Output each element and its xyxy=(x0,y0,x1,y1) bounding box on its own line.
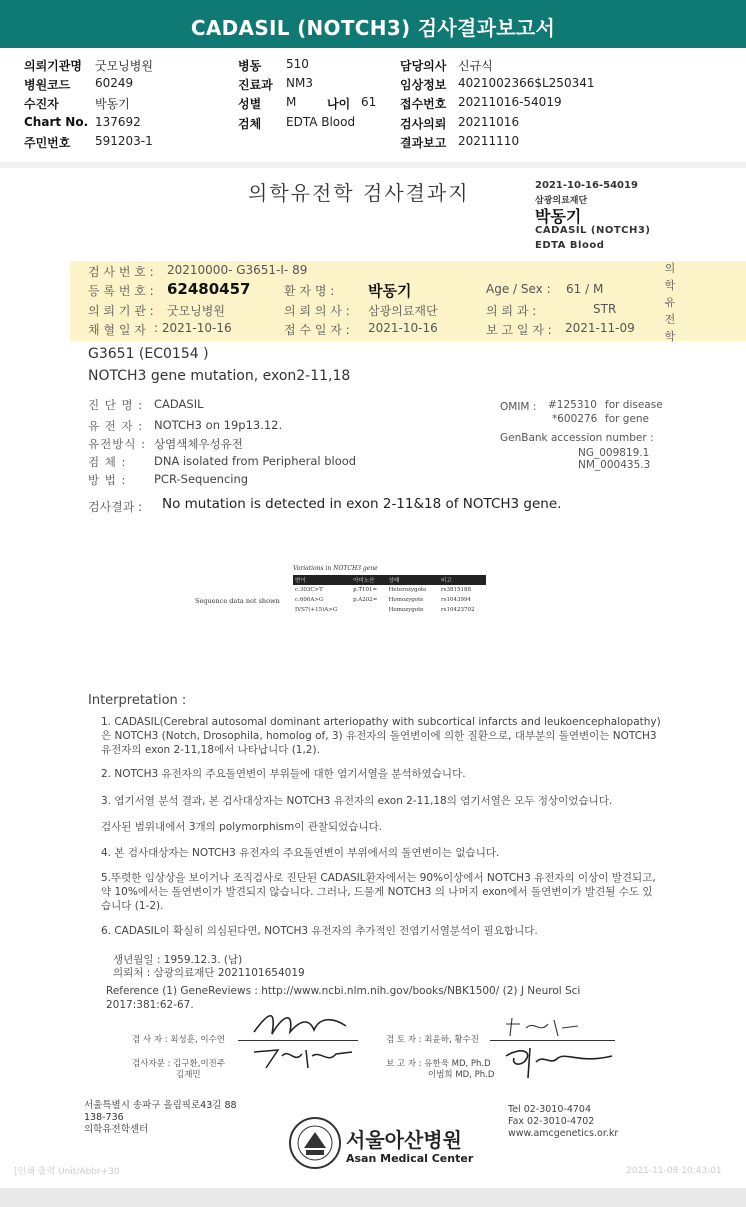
info-label-req-inst: 의뢰기관명 xyxy=(24,59,82,73)
result-label: 검사결과 : xyxy=(88,500,143,514)
birth-date: 생년월일 : 1959.12.3. (남) xyxy=(113,954,243,966)
reporter-signature xyxy=(500,1042,620,1082)
genbank-acc-1: NG_009819.1 xyxy=(578,447,650,459)
info-label-specimen: 검체 xyxy=(238,117,262,131)
band-req-dept-value: STR xyxy=(593,302,617,316)
address-line: 서울특별시 송파구 올림픽로43길 88 xyxy=(84,1100,237,1111)
info-value-resident-no: 591203-1 xyxy=(95,134,153,148)
info-value-clinical: 4021002366$L250341 xyxy=(458,76,595,90)
band-side-tag xyxy=(662,260,678,345)
detail-value-method: PCR-Sequencing xyxy=(154,472,249,486)
info-label-ward: 병동 xyxy=(238,59,262,73)
interpretation-heading: Interpretation : xyxy=(88,693,187,708)
table-row xyxy=(293,585,486,595)
table-row xyxy=(293,595,486,605)
patient-info-grid xyxy=(0,55,746,155)
interpretation-item-5: 5.뚜렷한 임상상을 보이거나 조직검사로 진단된 CADASIL환자에서는 90%이상에서 NOTCH3 유전자의 이상이 발견되고, 약 10%에서는 돌연변이가 발견되지 않습니다. 그러나, 드물게 NOTCH3 의 나머지 exon에서 돌연변이가 발견될 수도 있습니다 (1-2). xyxy=(101,872,656,912)
gene-test-description: NOTCH3 gene mutation, exon2-11,18 xyxy=(88,368,351,384)
band-collect-value: : 2021-10-16 xyxy=(154,321,232,335)
info-value-report-date: 20211110 xyxy=(458,134,520,148)
side-tag-char: 유 xyxy=(664,296,676,309)
address-line: 의학유전학센터 xyxy=(84,1124,149,1135)
logo-korean-name: 서울아산병원 xyxy=(346,1128,462,1152)
reviewer-signature-line xyxy=(490,1040,615,1041)
variations-header: 비고 xyxy=(439,575,486,585)
detail-value-gene: NOTCH3 on 19p13.12. xyxy=(154,418,283,432)
asan-foundation-seal-icon xyxy=(288,1116,342,1170)
print-watermark-right: 2021-11-08 10:43:01 xyxy=(626,1166,722,1176)
band-collect-label: 채 혈 일 자 xyxy=(88,323,146,337)
table-cell xyxy=(351,605,387,615)
side-tag-char: 전 xyxy=(664,313,676,326)
table-cell: Homozygote xyxy=(388,597,424,603)
advisor-label: 검사자문 : 김구환,이진주 xyxy=(132,1059,226,1069)
table-row xyxy=(293,605,486,615)
report-header xyxy=(0,0,746,48)
info-label-sex: 성별 xyxy=(238,97,262,111)
reference: Reference (1) GeneReviews : http://www.ncbi.nlm.nih.gov/books/NBK1500/ (2) J Neurol Sci 2017:381:62-67. xyxy=(106,985,581,1011)
detail-value-specimen: DNA isolated from Peripheral blood xyxy=(154,454,357,468)
info-value-patient: 박동기 xyxy=(95,97,130,111)
scan-barcode-number: 2021-10-16-54019 xyxy=(535,180,638,191)
band-report-value: 2021-11-09 xyxy=(565,321,635,335)
side-tag-char: 학 xyxy=(664,330,676,343)
interpretation-item-4: 4. 본 검사대상자는 NOTCH3 유전자의 주요돌연변이 부위에서의 돌연변이는 없습니다. xyxy=(101,847,500,859)
band-age-sex-label: Age / Sex : xyxy=(486,282,551,296)
table-cell: Heterozygote xyxy=(388,587,427,593)
band-patient-value: 박동기 xyxy=(368,282,412,300)
band-req-inst-value: 굿모닝병원 xyxy=(167,304,225,318)
table-cell: c.303C>T xyxy=(295,587,323,593)
lab-contact xyxy=(508,1104,618,1140)
side-tag-char: 학 xyxy=(664,279,676,292)
table-cell: Homozygote xyxy=(388,607,424,613)
patient-band xyxy=(70,261,746,341)
detail-label-gene: 유 전 자 : xyxy=(88,419,144,433)
info-label-doctor: 담당의사 xyxy=(400,59,447,73)
info-label-age: 나이 xyxy=(327,97,351,111)
gene-test-code: G3651 (EC0154 ) xyxy=(88,346,209,362)
reviewer-signature xyxy=(500,1014,590,1040)
band-receipt-label: 접 수 일 자 : xyxy=(284,323,350,337)
info-value-specimen: EDTA Blood xyxy=(286,115,356,129)
table-cell: rs10423702 xyxy=(441,607,475,613)
info-label-report-date: 결과보고 xyxy=(400,136,447,150)
tester-label: 검 사 자 : 최성훈, 이수연 xyxy=(132,1035,225,1045)
contact-line: Fax 02-3010-4702 xyxy=(508,1116,595,1127)
table-cell: c.606A>G xyxy=(295,597,324,603)
info-value-receipt-no: 20211016-54019 xyxy=(458,95,562,109)
interpretation-item-2: 2. NOTCH3 유전자의 주요돌연변이 부위들에 대한 염기서열을 분석하였습니다. xyxy=(101,768,466,780)
omim-disease-text: for disease xyxy=(605,399,663,411)
info-label-resident-no: 주민번호 xyxy=(24,136,71,150)
info-value-ward: 510 xyxy=(286,57,309,71)
reviewer-label: 검 토 자 : 최윤하, 황수진 xyxy=(386,1035,479,1045)
info-label-patient: 수진자 xyxy=(24,97,59,111)
tester-signature xyxy=(250,1006,350,1040)
info-label-clinical: 임상정보 xyxy=(400,78,447,92)
asan-logo xyxy=(288,1116,498,1176)
band-reg-no-label: 등 록 번 호 : xyxy=(88,284,154,298)
table-cell: p.A202= xyxy=(353,597,378,603)
result-value: No mutation is detected in exon 2-11&18 of NOTCH3 gene. xyxy=(162,496,562,512)
info-value-req-inst: 굿모닝병원 xyxy=(95,59,153,73)
scan-specimen: EDTA Blood xyxy=(535,240,605,251)
band-test-no-label: 검 사 번 호 : xyxy=(88,265,154,279)
variations-header: 상태 xyxy=(387,575,439,585)
band-age-sex-value: 61 / M xyxy=(566,282,604,296)
info-value-sex: M xyxy=(286,95,297,109)
table-cell: p.T101= xyxy=(353,587,378,593)
omim-label: OMIM : xyxy=(500,401,537,413)
info-value-dept: NM3 xyxy=(286,76,313,90)
info-label-chart: Chart No. xyxy=(24,115,89,129)
variations-header: 변이 xyxy=(293,575,351,585)
side-tag-char: 의 xyxy=(664,262,676,275)
requester: 의뢰처 : 삼광의료재단 2021101654019 xyxy=(113,967,305,979)
interpretation-item-3b: 검사된 범위내에서 3개의 polymorphism이 관찰되었습니다. xyxy=(101,821,383,833)
genbank-label: GenBank accession number : xyxy=(500,432,654,444)
detail-label-method: 방 법 : xyxy=(88,473,127,487)
interpretation-item-6: 6. CADASIL이 확실히 의심된다면, NOTCH3 유전자의 추가적인 전염기서열분석이 필요합니다. xyxy=(101,925,538,937)
info-value-chart: 137692 xyxy=(95,115,141,129)
contact-line: www.amcgenetics.or.kr xyxy=(508,1128,619,1139)
interpretation-item-3: 3. 염기서열 분석 결과, 본 검사대상자는 NOTCH3 유전자의 exon 2-11,18의 염기서열은 모두 정상이었습니다. xyxy=(101,795,613,807)
variations-title: Variations in NOTCH3 gene xyxy=(293,565,378,572)
band-test-no-value: 20210000- G3651-I- 89 xyxy=(167,263,308,277)
band-req-doc-value: 삼광의료재단 xyxy=(368,304,438,318)
band-patient-label: 환 자 명 : xyxy=(284,284,335,298)
bottom-strip xyxy=(0,1188,746,1207)
advisor-label-2: 김재민 xyxy=(176,1070,201,1080)
address-line: 138-736 xyxy=(84,1112,124,1123)
info-label-hosp-code: 병원코드 xyxy=(24,78,71,92)
omim-gene-text: for gene xyxy=(605,413,650,425)
reporter-label: 보 고 자 : 유한욱 MD, Ph.D xyxy=(386,1059,491,1069)
band-reg-no-value: 62480457 xyxy=(167,280,251,298)
detail-label-diagnosis: 진 단 명 : xyxy=(88,398,144,412)
genbank-acc-2: NM_000435.3 xyxy=(578,459,651,471)
omim-disease-no: #125310 xyxy=(548,399,597,411)
band-req-doc-label: 의 뢰 의 사 : xyxy=(284,304,350,318)
reporter-label-2: 이범희 MD, Ph.D xyxy=(428,1070,495,1080)
band-req-dept-label: 의 뢰 과 : xyxy=(486,304,537,318)
info-value-age: 61 xyxy=(361,95,377,109)
lab-address xyxy=(84,1100,237,1136)
scan-title: 의학유전학 검사결과지 xyxy=(248,181,470,205)
detail-label-inheritance: 유전방식 : xyxy=(88,437,146,451)
info-value-doctor: 신규식 xyxy=(458,59,493,73)
scanned-report xyxy=(14,168,746,1188)
info-value-request-date: 20211016 xyxy=(458,115,520,129)
report-title: CADASIL (NOTCH3) 검사결과보고서 xyxy=(190,16,556,40)
sequence-not-shown: Sequence data not shown xyxy=(195,597,280,605)
detail-value-diagnosis: CADASIL xyxy=(154,397,204,411)
table-cell: IVS7(+15)A>G xyxy=(295,607,338,613)
print-watermark-left: [인쇄 출력 Unit/Abbr+30 xyxy=(14,1167,120,1177)
advisor-signature xyxy=(248,1042,358,1072)
band-report-label: 보 고 일 자 : xyxy=(486,323,552,337)
tester-signature-line xyxy=(238,1040,358,1041)
detail-value-inheritance: 상염색체우성유전 xyxy=(154,437,243,451)
variations-table xyxy=(293,575,486,615)
logo-english-name: Asan Medical Center xyxy=(346,1152,474,1165)
info-label-dept: 진료과 xyxy=(238,78,273,92)
table-cell: rs1043994 xyxy=(441,597,471,603)
info-label-receipt-no: 접수번호 xyxy=(400,97,447,111)
interpretation-item-1: 1. CADASIL(Cerebral autosomal dominant arteriopathy with subcortical infarcts and leukoencephalopathy)은 NOTCH3 (Notch, Drosophila, homolog of, 3) 유전자의 돌연변이에 의한 질환으로, 대부분의 돌연변이는 NOTCH3 유전자의 exon 2-11,18에서 나타납니다 (1,2). xyxy=(101,716,661,756)
scan-institution: 삼광의료재단 xyxy=(535,196,588,206)
detail-label-specimen: 검 체 : xyxy=(88,455,127,469)
scan-patient-name: 박동기 xyxy=(535,207,582,226)
contact-line: Tel 02-3010-4704 xyxy=(508,1104,591,1115)
scan-test-name: CADASIL (NOTCH3) xyxy=(535,225,651,236)
info-label-request-date: 검사의뢰 xyxy=(400,117,447,131)
info-value-hosp-code: 60249 xyxy=(95,76,134,90)
band-receipt-value: 2021-10-16 xyxy=(368,321,438,335)
band-req-inst-label: 의 뢰 기 관 : xyxy=(88,304,154,318)
variations-header: 아미노산 xyxy=(351,575,387,585)
table-cell: rs3815188 xyxy=(441,587,471,593)
omim-gene-no: *600276 xyxy=(552,413,598,425)
